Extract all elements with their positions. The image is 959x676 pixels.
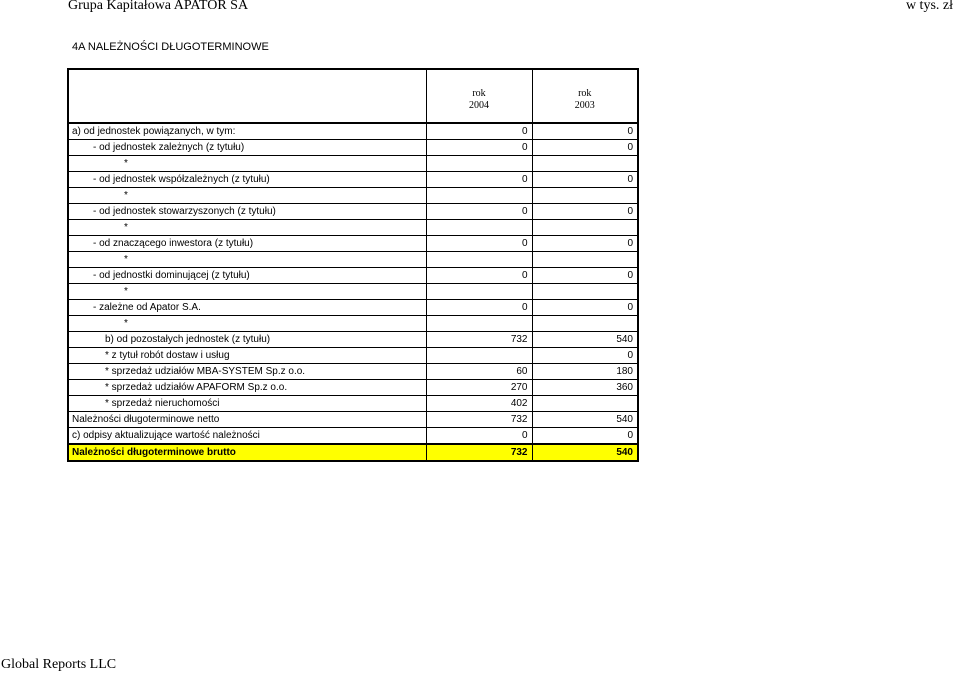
column-header-2003: rok 2003 <box>532 69 638 123</box>
table-row <box>68 188 638 204</box>
value-2003: 540 <box>532 332 638 348</box>
table-row <box>68 428 638 445</box>
value-2004: 0 <box>426 428 532 445</box>
value-2004 <box>426 188 532 204</box>
table-row <box>68 380 638 396</box>
value-2004 <box>426 284 532 300</box>
receivables-table <box>67 68 639 462</box>
value-2003: 0 <box>532 428 638 445</box>
value-2004 <box>426 220 532 236</box>
value-2003: 0 <box>532 140 638 156</box>
value-2004: 0 <box>426 172 532 188</box>
row-label: * sprzedaż udziałów APAFORM Sp.z o.o. <box>68 380 426 396</box>
total-2004: 732 <box>426 444 532 461</box>
row-label: * <box>68 284 426 300</box>
value-2003: 0 <box>532 300 638 316</box>
row-label: Należności długoterminowe netto <box>68 412 426 428</box>
value-2004: 402 <box>426 396 532 412</box>
table-row <box>68 172 638 188</box>
value-2003: 0 <box>532 123 638 140</box>
row-label: * sprzedaż udziałów MBA-SYSTEM Sp.z o.o. <box>68 364 426 380</box>
row-label: * <box>68 220 426 236</box>
row-label: - od jednostek zależnych (z tytułu) <box>68 140 426 156</box>
table-row <box>68 396 638 412</box>
value-2003: 0 <box>532 204 638 220</box>
value-2004: 0 <box>426 300 532 316</box>
row-label: * <box>68 156 426 172</box>
table-row <box>68 348 638 364</box>
table-row <box>68 156 638 172</box>
value-2004: 0 <box>426 268 532 284</box>
value-2003: 180 <box>532 364 638 380</box>
value-2004: 0 <box>426 140 532 156</box>
row-label: * z tytuł robót dostaw i usług <box>68 348 426 364</box>
row-label: - od jednostek stowarzyszonych (z tytułu) <box>68 204 426 220</box>
row-label: a) od jednostek powiązanych, w tym: <box>68 123 426 140</box>
table-row <box>68 412 638 428</box>
value-2003 <box>532 316 638 332</box>
table-row <box>68 300 638 316</box>
value-2003: 0 <box>532 348 638 364</box>
table-row <box>68 364 638 380</box>
value-2003: 540 <box>532 412 638 428</box>
value-2003 <box>532 252 638 268</box>
row-label: * <box>68 188 426 204</box>
total-label: Należności długoterminowe brutto <box>68 444 426 461</box>
value-2004: 60 <box>426 364 532 380</box>
row-label: * sprzedaż nieruchomości <box>68 396 426 412</box>
value-2003: 0 <box>532 268 638 284</box>
value-2004: 732 <box>426 412 532 428</box>
value-2004 <box>426 252 532 268</box>
value-2003 <box>532 188 638 204</box>
table-row <box>68 140 638 156</box>
column-header-2004: rok 2004 <box>426 69 532 123</box>
table-row <box>68 284 638 300</box>
table-row <box>68 204 638 220</box>
footer-source: Global Reports LLC <box>1 657 117 672</box>
table-row <box>68 268 638 284</box>
value-2003: 0 <box>532 236 638 252</box>
row-label: - od jednostek współzależnych (z tytułu) <box>68 172 426 188</box>
value-2003 <box>532 220 638 236</box>
row-label: * <box>68 252 426 268</box>
value-2004 <box>426 156 532 172</box>
value-2004: 0 <box>426 123 532 140</box>
company-name: Grupa Kapitałowa APATOR SA <box>68 0 249 13</box>
value-2003 <box>532 396 638 412</box>
row-label: c) odpisy aktualizujące wartość należności <box>68 428 426 445</box>
table-row <box>68 123 638 140</box>
value-2003: 360 <box>532 380 638 396</box>
row-label: - od znaczącego inwestora (z tytułu) <box>68 236 426 252</box>
table-row <box>68 332 638 348</box>
value-2004: 270 <box>426 380 532 396</box>
value-2003 <box>532 284 638 300</box>
table-row <box>68 220 638 236</box>
total-2003: 540 <box>532 444 638 461</box>
row-label: - zależne od Apator S.A. <box>68 300 426 316</box>
value-2004: 0 <box>426 204 532 220</box>
value-2003 <box>532 156 638 172</box>
table-row <box>68 252 638 268</box>
header-empty-cell <box>68 69 426 123</box>
table-row <box>68 316 638 332</box>
value-2004: 732 <box>426 332 532 348</box>
section-title: 4A NALEŻNOŚCI DŁUGOTERMINOWE <box>72 41 269 53</box>
value-2004 <box>426 348 532 364</box>
table-header-row <box>68 69 638 123</box>
value-2004: 0 <box>426 236 532 252</box>
total-row <box>68 444 638 461</box>
value-2004 <box>426 316 532 332</box>
row-label: - od jednostki dominującej (z tytułu) <box>68 268 426 284</box>
table-row <box>68 236 638 252</box>
value-2003: 0 <box>532 172 638 188</box>
row-label: b) od pozostałych jednostek (z tytułu) <box>68 332 426 348</box>
currency-unit: w tys. zł <box>905 0 953 13</box>
row-label: * <box>68 316 426 332</box>
